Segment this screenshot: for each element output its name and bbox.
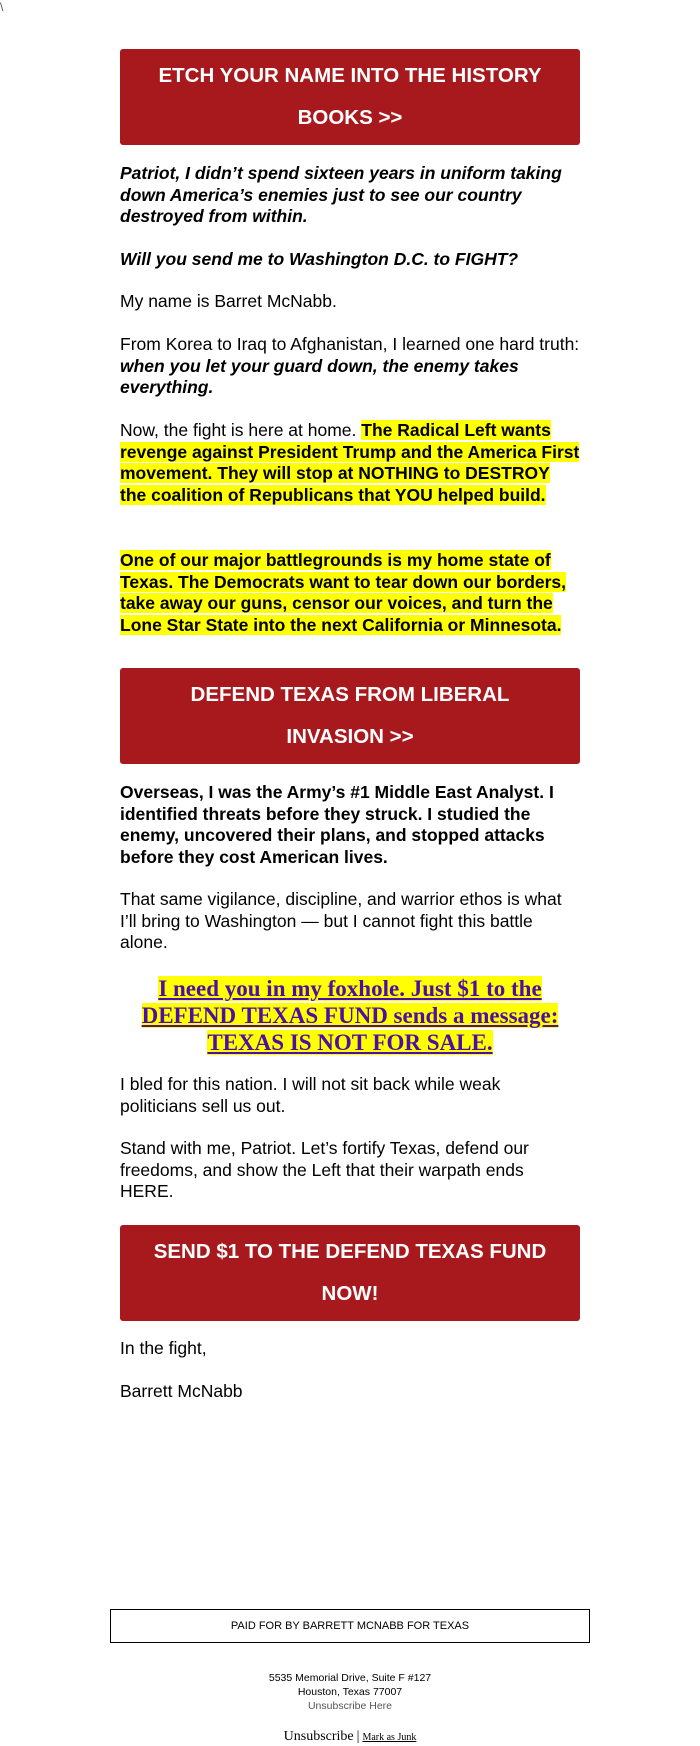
unsubscribe-link[interactable]: Unsubscribe: [283, 1729, 354, 1744]
texas-paragraph: [120, 550, 580, 636]
home-highlight-text: The Radical Left wants revenge against President Trump and the America First movement. They will stop at NOTHING to DESTROY the coalition of Republicans that YOU helped build.: [120, 420, 580, 505]
paid-for-box: PAID FOR BY BARRETT MCNABB FOR TEXAS: [110, 1609, 590, 1643]
home-plain-text: Now, the fight is here at home.: [120, 420, 362, 440]
send-dollar-button[interactable]: SEND $1 TO THE DEFEND TEXAS FUND NOW!: [120, 1225, 580, 1321]
corner-mark: \: [0, 0, 4, 14]
defend-texas-button[interactable]: DEFEND TEXAS FROM LIBERAL INVASION >>: [120, 668, 580, 764]
korea-plain-text: From Korea to Iraq to Afghanistan, I learned one hard truth:: [120, 334, 580, 354]
footer-address: [0, 1671, 700, 1713]
vigilance-paragraph: That same vigilance, discipline, and warrior ethos is what I’ll bring to Washington — but I cannot fight this battle alone.: [120, 889, 562, 952]
name-line: My name is Barret McNabb.: [120, 291, 337, 311]
unsubscribe-row: [0, 1727, 700, 1745]
intro-section: [120, 163, 580, 270]
link-separator: |: [356, 1729, 360, 1744]
unsubscribe-here-link[interactable]: Unsubscribe Here: [307, 1700, 393, 1712]
foxhole-link-wrap: [120, 975, 580, 1056]
texas-highlight-text: One of our major battlegrounds is my home state of Texas. The Democrats want to tear down our borders, take away our guns, censor our voices, and turn the Lone Star State into the next California or Minnesota.: [120, 550, 567, 635]
address-line-2: Houston, Texas 77007: [297, 1686, 403, 1698]
history-books-button[interactable]: ETCH YOUR NAME INTO THE HISTORY BOOKS >>: [120, 49, 580, 145]
korea-paragraph: [120, 334, 580, 399]
korea-emphasis-text: when you let your guard down, the enemy takes everything.: [120, 355, 519, 397]
intro-line-1: Patriot, I didn’t spend sixteen years in uniform taking down America’s enemies just to see our country destroyed from within.: [120, 163, 562, 226]
overseas-paragraph: Overseas, I was the Army’s #1 Middle East Analyst. I identified threats before they struck. I studied the enemy, uncovered their plans, and stopped attacks before they cost American lives.: [120, 782, 554, 867]
signature: Barrett McNabb: [120, 1381, 243, 1401]
address-line-1: 5535 Memorial Drive, Suite F #127: [268, 1672, 432, 1684]
signoff: In the fight,: [120, 1338, 207, 1358]
home-paragraph: [120, 420, 580, 506]
mark-as-junk-link[interactable]: Mark as Junk: [362, 1732, 417, 1743]
foxhole-donate-link[interactable]: I need you in my foxhole. Just $1 to the DEFEND TEXAS FUND sends a message: TEXAS IS NOT FOR SALE.: [141, 976, 559, 1055]
intro-line-2: Will you send me to Washington D.C. to FIGHT?: [120, 248, 519, 269]
stand-paragraph: Stand with me, Patriot. Let’s fortify Texas, defend our freedoms, and show the Left that their warpath ends HERE.: [120, 1138, 529, 1201]
bled-paragraph: I bled for this nation. I will not sit back while weak politicians sell us out.: [120, 1074, 501, 1116]
